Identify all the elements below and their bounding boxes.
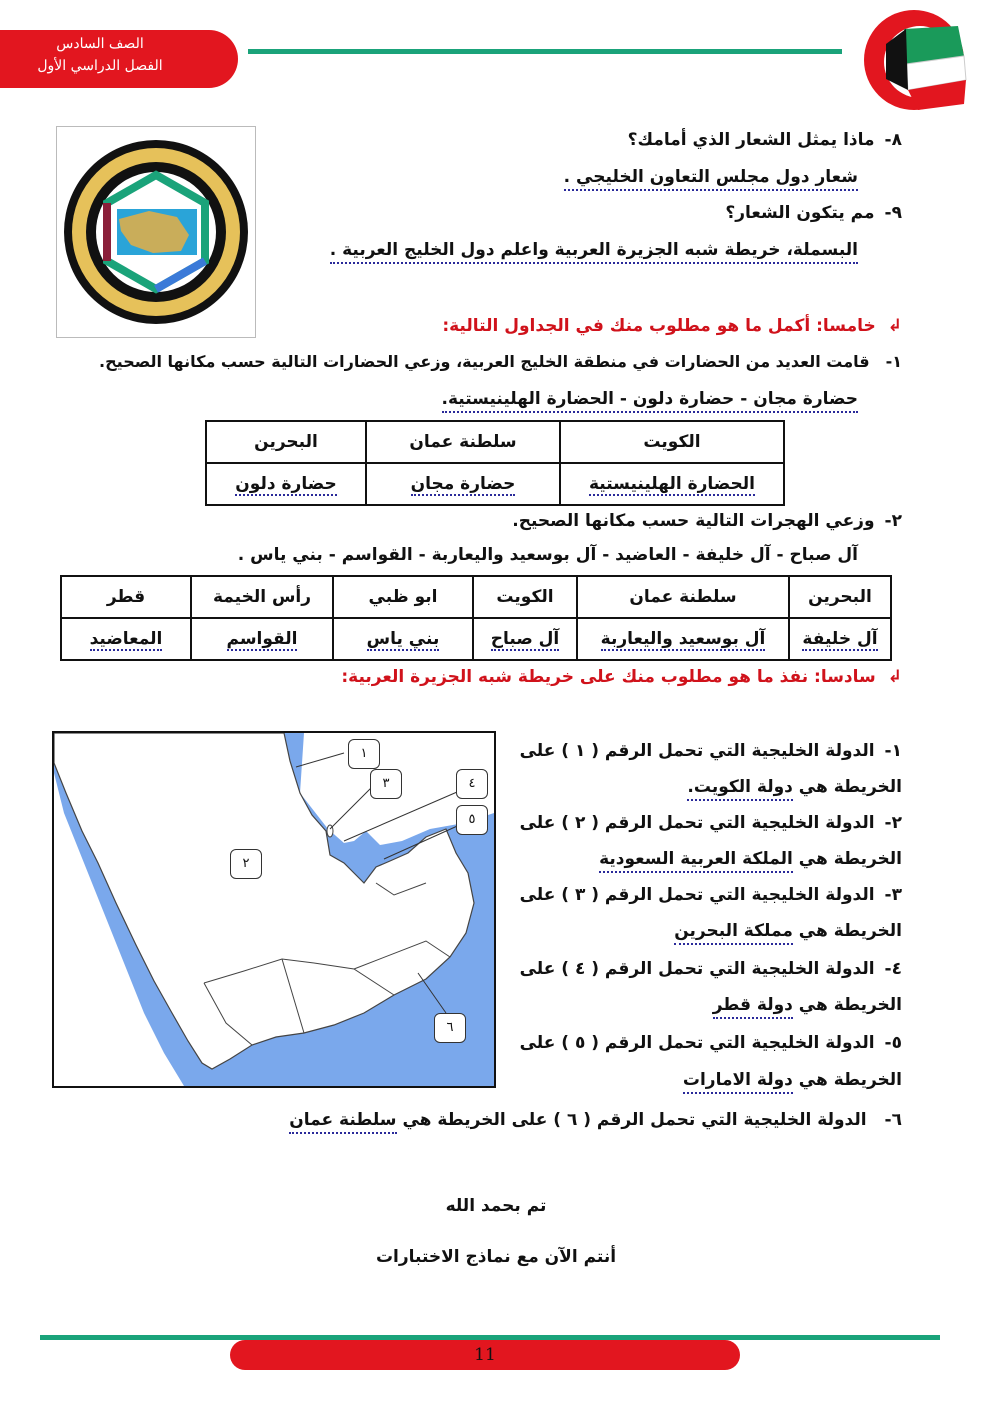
map-label-3: ٣ (370, 769, 402, 799)
gcc-logo (57, 127, 255, 337)
header-term: الفصل الدراسي الأول (37, 58, 163, 74)
table-header: سلطنة عمان (366, 421, 560, 463)
table-header: قطر (61, 576, 191, 618)
table-header: رأس الخيمة (191, 576, 333, 618)
section5-title: ↲خامسا: أكمل ما هو مطلوب منك في الجداول التالية: (442, 316, 902, 336)
s6-item-4-answer: الخريطة هي دولة قطر (713, 995, 902, 1015)
civilizations-table (205, 420, 785, 506)
arrow-icon: ↲ (887, 667, 902, 687)
closing-text: تم بحمد الله (445, 1196, 547, 1216)
s5-q1-list: حضارة مجان - حضارة دلون - الحضارة الهلينيستية. (442, 389, 858, 409)
s6-item-3: ٣-الدولة الخليجية التي تحمل الرقم ( ٣ ) على (519, 885, 902, 905)
s6-item-6: ٦-الدولة الخليجية التي تحمل الرقم ( ٦ ) على الخريطة هي سلطنة عمان (289, 1110, 902, 1130)
kuwait-flag-logo (846, 4, 976, 116)
map-label-4: ٤ (456, 769, 488, 799)
q8-question: ٨-ماذا يمثل الشعار الذي أمامك؟ (627, 130, 902, 150)
s6-item-3-answer: الخريطة هي مملكة البحرين (674, 921, 902, 941)
s5-q2-list: آل صباح - آل خليفة - العاضيد - آل بوسعيد واليعاربة - القواسم - بني ياس . (237, 545, 858, 565)
map-label-5: ٥ (456, 805, 488, 835)
map-label-1: ١ (348, 739, 380, 769)
table-cell: الحضارة الهلينيستية (560, 463, 784, 505)
map-label-2: ٢ (230, 849, 262, 879)
s6-item-2-answer: الخريطة هي الملكة العربية السعودية (599, 849, 902, 869)
table-cell: آل صباح (473, 618, 577, 660)
s6-item-4: ٤-الدولة الخليجية التي تحمل الرقم ( ٤ ) على (519, 959, 902, 979)
table-header: البحرين (206, 421, 366, 463)
map-label-6: ٦ (434, 1013, 466, 1043)
q9-question: ٩-مم يتكون الشعار؟ (725, 203, 902, 223)
s6-item-5: ٥-الدولة الخليجية التي تحمل الرقم ( ٥ ) على (519, 1033, 902, 1053)
table-header: البحرين (789, 576, 891, 618)
table-header: الكويت (473, 576, 577, 618)
arrow-icon: ↲ (887, 316, 902, 336)
s5-q1-text: ١-قامت العديد من الحضارات في منطقة الخليج العربية، وزعي الحضارات التالية حسب مكانها الصحيح. (99, 352, 902, 371)
s5-q2-text: ٢-وزعي الهجرات التالية حسب مكانها الصحيح. (512, 511, 902, 531)
s6-item-2: ٢-الدولة الخليجية التي تحمل الرقم ( ٢ ) على (519, 813, 902, 833)
table-header: سلطنة عمان (577, 576, 789, 618)
header-divider (248, 49, 842, 54)
s6-item-5-answer: الخريطة هي دولة الامارات (683, 1070, 902, 1090)
s6-item-1-answer: الخريطة هي دولة الكويت. (687, 777, 902, 797)
s6-item-1: ١-الدولة الخليجية التي تحمل الرقم ( ١ ) على (519, 741, 902, 761)
table-cell: بني ياس (333, 618, 473, 660)
table-cell: آل خليفة (789, 618, 891, 660)
table-cell: حضارة مجان (366, 463, 560, 505)
table-header: ابو ظبي (333, 576, 473, 618)
q9-answer: البسملة، خريطة شبه الجزيرة العربية واعلم دول الخليج العربية . (330, 240, 858, 260)
gcc-logo-frame (56, 126, 256, 338)
table-cell: حضارة دلون (206, 463, 366, 505)
page-number: 11 (474, 1345, 496, 1365)
table-cell: القواسم (191, 618, 333, 660)
table-header: الكويت (560, 421, 784, 463)
closing-note: أنتم الآن مع نماذج الاختبارات (375, 1247, 617, 1267)
table-cell: آل بوسعيد واليعاربة (577, 618, 789, 660)
table-cell: المعاضيد (61, 618, 191, 660)
arabian-peninsula-map (52, 731, 496, 1088)
section6-title: ↲سادسا: نفذ ما هو مطلوب منك على خريطة شبه الجزيرة العربية: (341, 667, 902, 687)
header-grade: الصف السادس (56, 36, 144, 52)
q8-answer: شعار دول مجلس التعاون الخليجي . (564, 167, 858, 187)
migrations-table (60, 575, 892, 661)
